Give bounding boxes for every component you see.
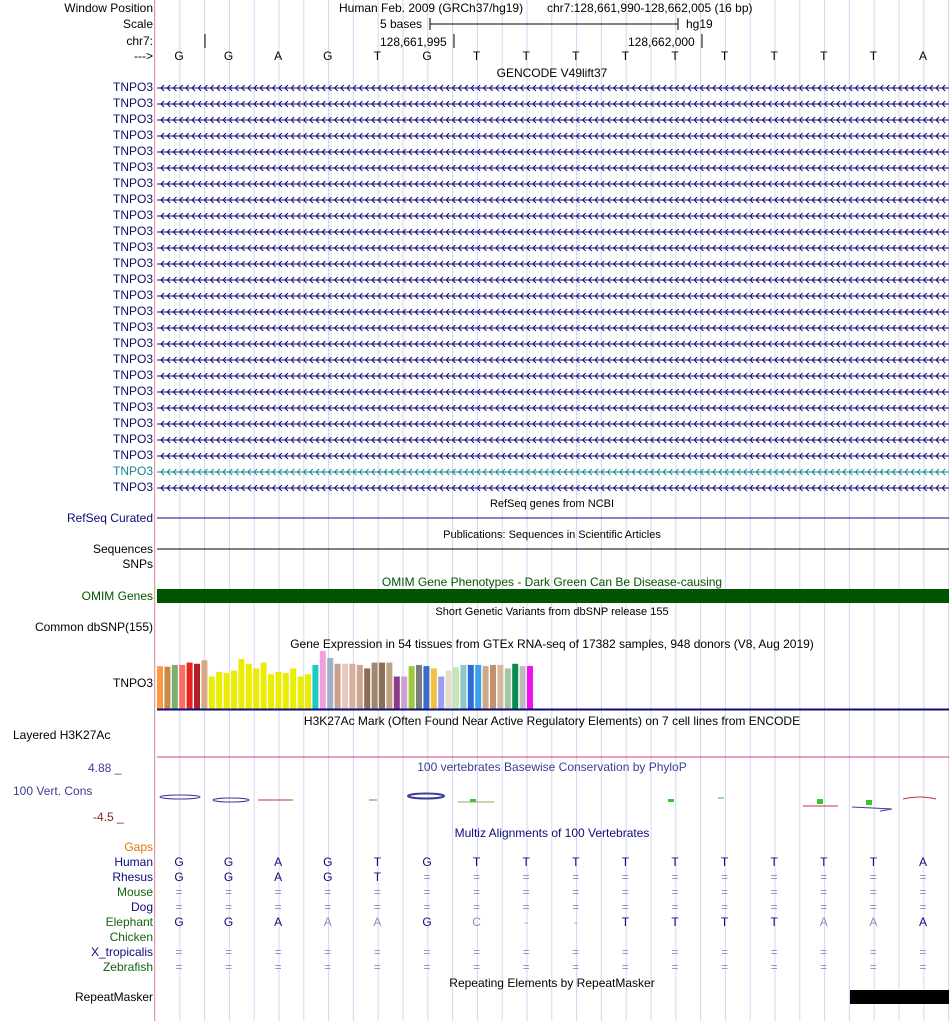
gtex-tissue-bar[interactable]	[379, 663, 385, 709]
multiz-base: A	[274, 870, 283, 884]
phylop-mark	[817, 799, 823, 804]
multiz-base: =	[522, 870, 530, 884]
gencode-transcript-label[interactable]: TNPO3	[112, 240, 153, 254]
multiz-base: =	[225, 900, 233, 914]
multiz-species-label[interactable]: Mouse	[116, 885, 153, 899]
multiz-base: =	[175, 960, 183, 974]
phylop-mark	[160, 795, 200, 799]
sequence-base: G	[422, 49, 432, 63]
multiz-base: =	[621, 960, 629, 974]
multiz-base: =	[572, 885, 580, 899]
multiz-base: =	[869, 945, 877, 959]
gtex-tissue-bar[interactable]	[394, 677, 400, 709]
multiz-base: =	[175, 885, 183, 899]
multiz-base: =	[522, 885, 530, 899]
multiz-base: =	[869, 870, 877, 884]
gtex-tissue-bar[interactable]	[187, 663, 193, 709]
gtex-tissue-bar[interactable]	[238, 659, 244, 709]
multiz-species-label[interactable]: Elephant	[105, 915, 153, 929]
refseq-label[interactable]: RefSeq Curated	[66, 511, 153, 525]
multiz-base: C	[472, 915, 481, 929]
gtex-tissue-bar[interactable]	[320, 651, 326, 709]
sequence-base: G	[174, 49, 184, 63]
multiz-base: T	[522, 855, 530, 869]
multiz-base: =	[820, 885, 828, 899]
multiz-base: =	[820, 870, 828, 884]
multiz-base: =	[324, 960, 332, 974]
multiz-base: =	[274, 900, 282, 914]
gencode-transcript-label[interactable]: TNPO3	[112, 192, 153, 206]
assembly-title: Human Feb. 2009 (GRCh37/hg19)	[339, 1, 524, 15]
multiz-base: T	[671, 915, 679, 929]
gtex-tissue-bar[interactable]	[327, 658, 333, 709]
multiz-base: T	[869, 855, 878, 869]
multiz-base: G	[174, 855, 184, 869]
gencode-transcript-label[interactable]: TNPO3	[112, 416, 153, 430]
multiz-base: =	[225, 885, 233, 899]
gtex-tissue-bar[interactable]	[283, 673, 289, 709]
multiz-base: =	[175, 945, 183, 959]
multiz-base: =	[522, 960, 530, 974]
multiz-base: T	[572, 855, 580, 869]
sequence-base: T	[869, 49, 878, 63]
phylop-track-title[interactable]: 100 vertebrates Basewise Conservation by PhyloP	[417, 760, 687, 774]
h3k27ac-label[interactable]: Layered H3K27Ac	[13, 728, 111, 742]
sequence-base: T	[522, 49, 530, 63]
gencode-transcript-label[interactable]: TNPO3	[112, 160, 153, 174]
multiz-base: =	[423, 900, 431, 914]
window-position-label: Window Position	[64, 1, 153, 15]
gtex-tissue-bar[interactable]	[364, 668, 370, 709]
omim-label[interactable]: OMIM Genes	[81, 589, 153, 603]
gencode-transcript-label[interactable]: TNPO3	[112, 384, 153, 398]
multiz-base: =	[869, 900, 877, 914]
multiz-base: =	[473, 960, 481, 974]
db-text: hg19	[686, 17, 713, 31]
multiz-base: G	[174, 870, 184, 884]
gtex-tissue-bar[interactable]	[438, 677, 444, 709]
multiz-base: T	[373, 855, 382, 869]
gtex-track-title[interactable]: Gene Expression in 54 tissues from GTEx RNA-seq of 17382 samples, 948 donors (V8, Aug 2019)	[290, 637, 814, 651]
dbsnp-label[interactable]: Common dbSNP(155)	[34, 620, 153, 634]
phylop-mark	[852, 807, 892, 811]
multiz-base: =	[721, 870, 729, 884]
multiz-base: =	[770, 945, 778, 959]
multiz-base: =	[820, 960, 828, 974]
phylop-mark	[668, 799, 674, 802]
gtex-tissue-bar[interactable]	[453, 667, 459, 709]
multiz-base: =	[919, 900, 927, 914]
multiz-base: =	[621, 870, 629, 884]
gtex-tissue-bar[interactable]	[520, 666, 526, 709]
position-text[interactable]: chr7:128,661,990-128,662,005 (16 bp)	[547, 1, 753, 15]
multiz-base: =	[869, 960, 877, 974]
multiz-base: =	[572, 870, 580, 884]
multiz-base: =	[473, 870, 481, 884]
gtex-tissue-bar[interactable]	[483, 666, 489, 709]
dbsnp-track-title[interactable]: Short Genetic Variants from dbSNP release 155	[435, 606, 669, 618]
gencode-transcript-label[interactable]: TNPO3	[112, 288, 153, 302]
multiz-base: =	[373, 960, 381, 974]
sequence-base: T	[621, 49, 630, 63]
multiz-base: =	[274, 960, 282, 974]
multiz-base: G	[323, 855, 333, 869]
sequence-base: T	[472, 49, 481, 63]
multiz-base: T	[770, 915, 778, 929]
multiz-base: =	[522, 900, 530, 914]
phylop-mark	[408, 794, 444, 799]
multiz-base: T	[472, 855, 481, 869]
multiz-base: =	[274, 885, 282, 899]
gtex-tissue-bar[interactable]	[216, 672, 222, 709]
sequence-base: G	[223, 49, 234, 63]
chrom-label: chr7:	[126, 34, 153, 48]
multiz-base: =	[324, 900, 332, 914]
multiz-species-label[interactable]: Rhesus	[112, 870, 153, 884]
gtex-tissue-bar[interactable]	[416, 665, 422, 709]
gencode-transcript-label[interactable]: TNPO3	[112, 464, 153, 478]
gtex-tissue-bar[interactable]	[268, 674, 274, 709]
multiz-base: =	[373, 885, 381, 899]
gaps-label: Gaps	[124, 840, 153, 854]
multiz-base: =	[919, 870, 927, 884]
gtex-gene-label[interactable]: TNPO3	[112, 676, 153, 690]
multiz-base: =	[721, 960, 729, 974]
gencode-transcript-label[interactable]: TNPO3	[112, 256, 153, 270]
h3k27ac-track-title[interactable]: H3K27Ac Mark (Often Found Near Active Regulatory Elements) on 7 cell lines from ENCODE	[303, 714, 801, 728]
multiz-base: G	[174, 915, 184, 929]
multiz-base: =	[522, 945, 530, 959]
gtex-tissue-bar[interactable]	[512, 664, 518, 709]
gencode-transcript-label[interactable]: TNPO3	[112, 208, 153, 222]
multiz-base: =	[671, 885, 679, 899]
gtex-tissue-bar[interactable]	[253, 668, 259, 709]
multiz-base: T	[671, 855, 679, 869]
gtex-tissue-bar[interactable]	[335, 664, 341, 709]
multiz-base: A	[869, 915, 878, 929]
gtex-tissue-bar[interactable]	[475, 665, 481, 709]
gencode-transcript-label[interactable]: TNPO3	[112, 224, 153, 238]
phylop-mark	[866, 800, 872, 805]
sequence-base: T	[720, 49, 729, 63]
multiz-base: =	[721, 945, 729, 959]
multiz-base: T	[720, 855, 729, 869]
publications-label[interactable]: Sequences	[92, 542, 153, 556]
gtex-tissue-bar[interactable]	[209, 677, 215, 709]
multiz-base: A	[918, 855, 927, 869]
gtex-tissue-bar[interactable]	[349, 664, 355, 709]
multiz-base: T	[770, 855, 778, 869]
phylop-label[interactable]: 100 Vert. Cons	[13, 784, 93, 798]
multiz-base: =	[621, 945, 629, 959]
gtex-tissue-bar[interactable]	[505, 668, 511, 709]
gencode-transcript-label[interactable]: TNPO3	[112, 304, 153, 318]
gtex-tissue-bar[interactable]	[312, 665, 318, 709]
scale-label: Scale	[122, 17, 153, 31]
gtex-tissue-bar[interactable]	[342, 664, 348, 709]
gencode-transcript-label[interactable]: TNPO3	[112, 400, 153, 414]
gencode-transcript-label[interactable]: TNPO3	[112, 176, 153, 190]
gtex-tissue-bar[interactable]	[468, 665, 474, 709]
gtex-tissue-bar[interactable]	[290, 668, 296, 709]
repeatmasker-label[interactable]: RepeatMasker	[74, 990, 153, 1004]
gtex-tissue-bar[interactable]	[409, 666, 415, 709]
multiz-base: =	[423, 960, 431, 974]
phylop-ymax: 4.88 _	[88, 761, 122, 775]
multiz-base: T	[373, 870, 382, 884]
gencode-transcript-label[interactable]: TNPO3	[112, 368, 153, 382]
multiz-species-label[interactable]: Dog	[130, 900, 153, 914]
multiz-base: =	[473, 900, 481, 914]
multiz-base: =	[473, 885, 481, 899]
multiz-base: =	[572, 960, 580, 974]
multiz-base: G	[323, 870, 333, 884]
multiz-base: T	[820, 855, 828, 869]
gtex-tissue-bar[interactable]	[275, 672, 281, 709]
gtex-tissue-bar[interactable]	[157, 666, 163, 709]
repeat-element[interactable]	[850, 990, 949, 1004]
multiz-species-label[interactable]: Chicken	[109, 930, 153, 944]
gtex-tissue-bar[interactable]	[357, 665, 363, 709]
gencode-transcript-label[interactable]: TNPO3	[112, 80, 153, 94]
multiz-base: -	[524, 915, 529, 929]
multiz-base: =	[869, 885, 877, 899]
gencode-transcript-label[interactable]: TNPO3	[112, 112, 153, 126]
refseq-track-title[interactable]: RefSeq genes from NCBI	[489, 498, 615, 510]
multiz-base: =	[671, 870, 679, 884]
multiz-base: G	[422, 855, 432, 869]
gencode-transcript-label[interactable]: TNPO3	[112, 320, 153, 334]
multiz-base: G	[223, 915, 234, 929]
multiz-base: =	[820, 900, 828, 914]
gtex-tissue-bar[interactable]	[194, 664, 200, 709]
publications-track-title[interactable]: Publications: Sequences in Scientific Articles	[443, 529, 661, 541]
omim-gene-bar[interactable]	[157, 589, 949, 603]
gtex-tissue-bar[interactable]	[172, 665, 178, 709]
multiz-base: =	[770, 900, 778, 914]
multiz-base: =	[721, 885, 729, 899]
multiz-base: =	[175, 900, 183, 914]
repeatmasker-track-title[interactable]: Repeating Elements by RepeatMasker	[449, 976, 655, 990]
multiz-base: -	[573, 915, 578, 929]
multiz-base: =	[274, 945, 282, 959]
gencode-transcript-label[interactable]: TNPO3	[112, 96, 153, 110]
multiz-base: =	[721, 900, 729, 914]
multiz-base: G	[223, 870, 234, 884]
sequence-base: T	[572, 49, 580, 63]
gencode-transcript-label[interactable]: TNPO3	[112, 336, 153, 350]
strand-label: --->	[134, 49, 153, 63]
phylop-mark	[213, 798, 249, 802]
gencode-transcript-label[interactable]: TNPO3	[112, 448, 153, 462]
gtex-tissue-bar[interactable]	[261, 663, 267, 709]
gencode-transcript-label[interactable]: TNPO3	[112, 352, 153, 366]
sequence-base: A	[274, 49, 283, 63]
multiz-base: G	[223, 855, 234, 869]
sequence-base: T	[770, 49, 778, 63]
multiz-base: =	[770, 870, 778, 884]
gtex-tissue-bar[interactable]	[179, 665, 185, 709]
label-column-divider	[154, 0, 155, 1021]
multiz-base: =	[621, 885, 629, 899]
gtex-tissue-bar[interactable]	[431, 668, 437, 709]
gtex-tissue-bar[interactable]	[164, 667, 170, 709]
multiz-base: =	[423, 885, 431, 899]
multiz-base: =	[919, 960, 927, 974]
multiz-species-label[interactable]: X_tropicalis	[90, 945, 153, 959]
gencode-transcript-label[interactable]: TNPO3	[112, 272, 153, 286]
gtex-tissue-bar[interactable]	[231, 671, 237, 709]
gtex-tissue-bar[interactable]	[490, 665, 496, 709]
multiz-base: =	[820, 945, 828, 959]
gencode-transcript-label[interactable]: TNPO3	[112, 432, 153, 446]
phylop-mark	[903, 797, 936, 799]
multiz-species-label[interactable]: Human	[114, 855, 153, 869]
multiz-base: =	[671, 900, 679, 914]
gencode-transcript-label[interactable]: TNPO3	[112, 144, 153, 158]
gtex-tissue-bar[interactable]	[446, 671, 452, 709]
gtex-tissue-bar[interactable]	[527, 666, 533, 709]
gtex-tissue-bar[interactable]	[386, 663, 392, 709]
multiz-base: G	[422, 915, 432, 929]
coord-left: 128,661,995	[380, 35, 447, 49]
multiz-base: =	[423, 870, 431, 884]
sequence-base: T	[373, 49, 382, 63]
gtex-tissue-bar[interactable]	[497, 665, 503, 709]
coord-right: 128,662,000	[628, 35, 695, 49]
multiz-base: T	[621, 855, 630, 869]
gencode-transcript-label[interactable]: TNPO3	[112, 128, 153, 142]
multiz-base: =	[324, 885, 332, 899]
multiz-base: =	[919, 945, 927, 959]
multiz-base: =	[423, 945, 431, 959]
multiz-base: A	[918, 915, 927, 929]
gtex-tissue-bar[interactable]	[305, 674, 311, 709]
phylop-ymin: -4.5 _	[93, 810, 124, 824]
multiz-species-label[interactable]: Zebrafish	[102, 960, 153, 974]
sequence-base: T	[820, 49, 828, 63]
multiz-base: =	[770, 960, 778, 974]
multiz-base: A	[274, 915, 283, 929]
multiz-base: T	[720, 915, 729, 929]
snps-label[interactable]: SNPs	[122, 557, 153, 571]
gtex-tissue-bar[interactable]	[224, 673, 230, 709]
multiz-base: =	[373, 900, 381, 914]
gtex-tissue-bar[interactable]	[401, 677, 407, 709]
omim-track-title[interactable]: OMIM Gene Phenotypes - Dark Green Can Be Disease-causing	[381, 575, 723, 589]
multiz-base: =	[225, 960, 233, 974]
multiz-track-title[interactable]: Multiz Alignments of 100 Vertebrates	[454, 826, 650, 840]
multiz-base: =	[572, 945, 580, 959]
multiz-base: =	[621, 900, 629, 914]
multiz-base: A	[373, 915, 382, 929]
sequence-base: A	[918, 49, 927, 63]
multiz-base: =	[373, 945, 381, 959]
gtex-tissue-bar[interactable]	[201, 660, 207, 709]
multiz-base: A	[819, 915, 828, 929]
multiz-base: A	[274, 855, 283, 869]
multiz-base: =	[473, 945, 481, 959]
multiz-base: =	[671, 960, 679, 974]
multiz-base: =	[919, 885, 927, 899]
gtex-tissue-bar[interactable]	[372, 663, 378, 709]
sequence-base: T	[671, 49, 679, 63]
multiz-base: =	[671, 945, 679, 959]
multiz-base: =	[770, 885, 778, 899]
multiz-base: T	[621, 915, 630, 929]
gtex-tissue-bar[interactable]	[423, 666, 429, 709]
gtex-tissue-bar[interactable]	[246, 664, 252, 709]
multiz-base: =	[324, 945, 332, 959]
multiz-base: =	[225, 945, 233, 959]
gencode-track-title[interactable]: GENCODE V49lift37	[496, 66, 608, 80]
gtex-tissue-bar[interactable]	[460, 665, 466, 709]
gtex-tissue-bar[interactable]	[298, 677, 304, 709]
gencode-transcript-label[interactable]: TNPO3	[112, 480, 153, 494]
scale-text: 5 bases	[380, 17, 423, 31]
multiz-base: A	[323, 915, 332, 929]
sequence-base: G	[323, 49, 333, 63]
multiz-base: =	[572, 900, 580, 914]
